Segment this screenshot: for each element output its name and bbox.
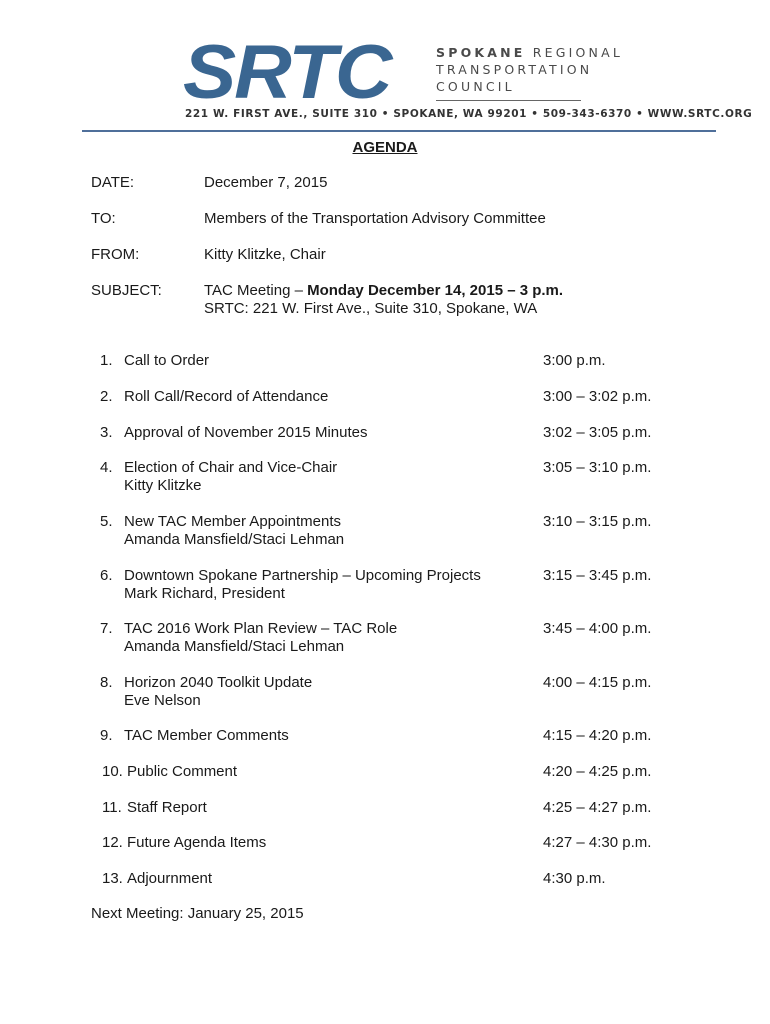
agenda-item-number: 7. xyxy=(100,620,113,637)
agenda-item-number: 8. xyxy=(100,674,113,691)
agenda-item-title: Staff Report xyxy=(127,799,207,816)
agenda-item-time: 3:05 – 3:10 p.m. xyxy=(543,459,652,476)
agenda-item-title: TAC Member Comments xyxy=(124,727,289,744)
subject-date-time: Monday December 14, 2015 – 3 p.m. xyxy=(307,282,564,299)
header-rule xyxy=(82,130,716,132)
agenda-item-number: 11. xyxy=(102,799,122,816)
agenda-item-title: Call to Order xyxy=(124,352,210,369)
agenda-item-title: Election of Chair and Vice-Chair xyxy=(124,459,338,476)
logo-address: 221 W. FIRST AVE., SUITE 310 • SPOKANE, WA 99201 • 509-343-6370 • WWW.SRTC.ORG xyxy=(185,108,753,120)
agenda-item-presenter: Kitty Klitzke xyxy=(124,477,202,494)
logo-org-name xyxy=(436,44,623,95)
agenda-item-presenter: Amanda Mansfield/Staci Lehman xyxy=(124,531,345,548)
logo-org-line1a: SPOKANE xyxy=(436,45,526,60)
logo-org-line1b: REGIONAL xyxy=(532,45,624,60)
agenda-item-title: New TAC Member Appointments xyxy=(124,513,342,530)
agenda-item-title: Future Agenda Items xyxy=(127,834,267,851)
date-value: December 7, 2015 xyxy=(204,174,328,191)
subject-location: SRTC: 221 W. First Ave., Suite 310, Spokane, WA xyxy=(204,300,538,317)
agenda-item-presenter: Eve Nelson xyxy=(124,692,201,709)
agenda-item-number: 4. xyxy=(100,459,113,476)
agenda-item-number: 10. xyxy=(102,763,123,780)
agenda-item-time: 3:00 p.m. xyxy=(543,352,606,369)
date-label: DATE: xyxy=(91,174,135,191)
agenda-item-number: 6. xyxy=(100,567,113,584)
agenda-item-time: 3:45 – 4:00 p.m. xyxy=(543,620,652,637)
logo-org-line3: COUNCIL xyxy=(436,79,515,94)
from-label: FROM: xyxy=(91,246,140,263)
agenda-item-time: 3:00 – 3:02 p.m. xyxy=(543,388,652,405)
agenda-item-presenter: Mark Richard, President xyxy=(124,585,285,602)
agenda-item-time: 4:15 – 4:20 p.m. xyxy=(543,727,652,744)
agenda-item-time: 3:02 – 3:05 p.m. xyxy=(543,424,652,441)
agenda-item-time: 3:10 – 3:15 p.m. xyxy=(543,513,652,530)
agenda-item-time: 4:20 – 4:25 p.m. xyxy=(543,763,652,780)
agenda-item-presenter: Amanda Mansfield/Staci Lehman xyxy=(124,638,345,655)
agenda-item-number: 12. xyxy=(102,834,123,851)
srtc-logo xyxy=(183,30,753,124)
agenda-item-number: 1. xyxy=(100,352,113,369)
agenda-item-number: 2. xyxy=(100,388,113,405)
logo-org-line2: TRANSPORTATION xyxy=(436,62,593,77)
to-value: Members of the Transportation Advisory Committee xyxy=(204,210,546,227)
logo-underline xyxy=(436,100,581,101)
logo-mark: SRTC xyxy=(183,30,391,115)
agenda-item-title: Roll Call/Record of Attendance xyxy=(124,388,329,405)
agenda-item-time: 4:27 – 4:30 p.m. xyxy=(543,834,652,851)
agenda-item-number: 13. xyxy=(102,870,123,887)
agenda-item-number: 3. xyxy=(100,424,113,441)
agenda-item-title: Approval of November 2015 Minutes xyxy=(124,424,368,441)
subject-label: SUBJECT: xyxy=(91,282,162,299)
next-meeting: Next Meeting: January 25, 2015 xyxy=(91,905,304,922)
agenda-item-title: Horizon 2040 Toolkit Update xyxy=(124,674,313,691)
subject-prefix: TAC Meeting – xyxy=(204,282,308,299)
agenda-item-time: 4:00 – 4:15 p.m. xyxy=(543,674,652,691)
subject-value xyxy=(204,282,563,300)
agenda-item-time: 4:30 p.m. xyxy=(543,870,606,887)
agenda-item-time: 3:15 – 3:45 p.m. xyxy=(543,567,652,584)
agenda-item-number: 9. xyxy=(100,727,113,744)
agenda-item-title: Public Comment xyxy=(127,763,238,780)
to-label: TO: xyxy=(91,210,116,227)
page-title: AGENDA xyxy=(352,139,418,156)
agenda-item-number: 5. xyxy=(100,513,113,530)
from-value: Kitty Klitzke, Chair xyxy=(204,246,326,263)
agenda-item-title: TAC 2016 Work Plan Review – TAC Role xyxy=(124,620,398,637)
agenda-item-time: 4:25 – 4:27 p.m. xyxy=(543,799,652,816)
agenda-item-title: Downtown Spokane Partnership – Upcoming Projects xyxy=(124,567,481,584)
agenda-item-title: Adjournment xyxy=(127,870,213,887)
